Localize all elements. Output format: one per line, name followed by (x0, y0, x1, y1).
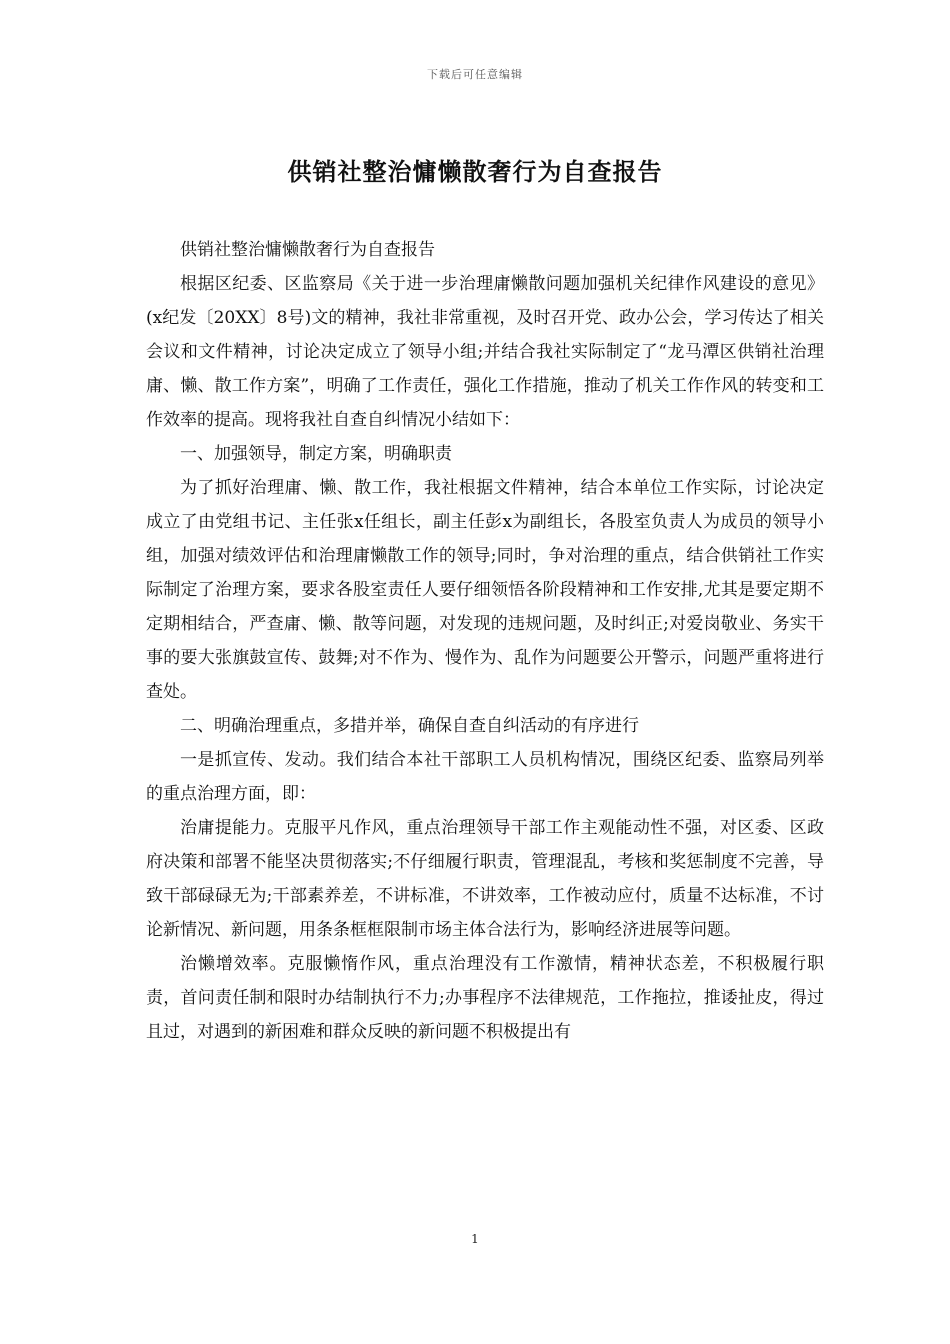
paragraph-laziness: 治懒增效率。克服懒惰作风，重点治理没有工作激情，精神状态差，不积极履行职责，首问责任制和限时办结制执行不力;办事程序不法律规范，工作拖拉，推诿扯皮，得过且过，对遇到的新困难和群众反映的新问题不积极提出有 (146, 954, 824, 1042)
paragraph-mediocrity: 治庸提能力。克服平凡作风，重点治理领导干部工作主观能动性不强，对区委、区政府决策和部署不能坚决贯彻落实;不仔细履行职责，管理混乱，考核和奖惩制度不完善，导致干部碌碌无为;干部素养差，不讲标准，不讲效率，工作被动应付，质量不达标准，不讨论新情况、新问题，用条条框框限制市场主体合法行为，影响经济进展等问题。 (146, 818, 824, 940)
section-heading-1: 一、加强领导，制定方案，明确职责 (180, 444, 452, 464)
page-number: 1 (471, 1232, 479, 1246)
paragraph-publicity: 一是抓宣传、发动。我们结合本社干部职工人员机构情况，围绕区纪委、监察局列举的重点治理方面，即： (146, 750, 824, 804)
document-body (146, 233, 824, 1049)
header-note: 下载后可任意编辑 (427, 68, 523, 81)
document-title: 供销社整治慵懒散奢行为自查报告 (287, 158, 663, 186)
paragraph-intro: 根据区纪委、区监察局《关于进一步治理庸懒散问题加强机关纪律作风建设的意见》(x纪发〔20XX〕8号)文的精神，我社非常重视，及时召开党、政办公会，学习传达了相关会议和文件精神，讨论决定成立了领导小组;并结合我社实际制定了“龙马潭区供销社治理庸、懒、散工作方案”，明确了工作责任，强化工作措施，推动了机关工作作风的转变和工作效率的提高。现将我社自查自纠情况小结如下： (146, 274, 824, 430)
paragraph-leadership: 为了抓好治理庸、懒、散工作，我社根据文件精神，结合本单位工作实际，讨论决定成立了由党组书记、主任张x任组长，副主任彭x为副组长，各股室负责人为成员的领导小组，加强对绩效评估和治理庸懒散工作的领导;同时，争对治理的重点，结合供销社工作实际制定了治理方案，要求各股室责任人要仔细领悟各阶段精神和工作安排,尤其是要定期不定期相结合，严查庸、懒、散等问题，对发现的违规问题，及时纠正;对爱岗敬业、务实干事的要大张旗鼓宣传、鼓舞;对不作为、慢作为、乱作为问题要公开警示，问题严重将进行查处。 (146, 478, 824, 702)
section-heading-2: 二、明确治理重点，多措并举，确保自查自纠活动的有序进行 (180, 716, 639, 736)
paragraph-subtitle: 供销社整治慵懒散奢行为自查报告 (180, 240, 435, 260)
